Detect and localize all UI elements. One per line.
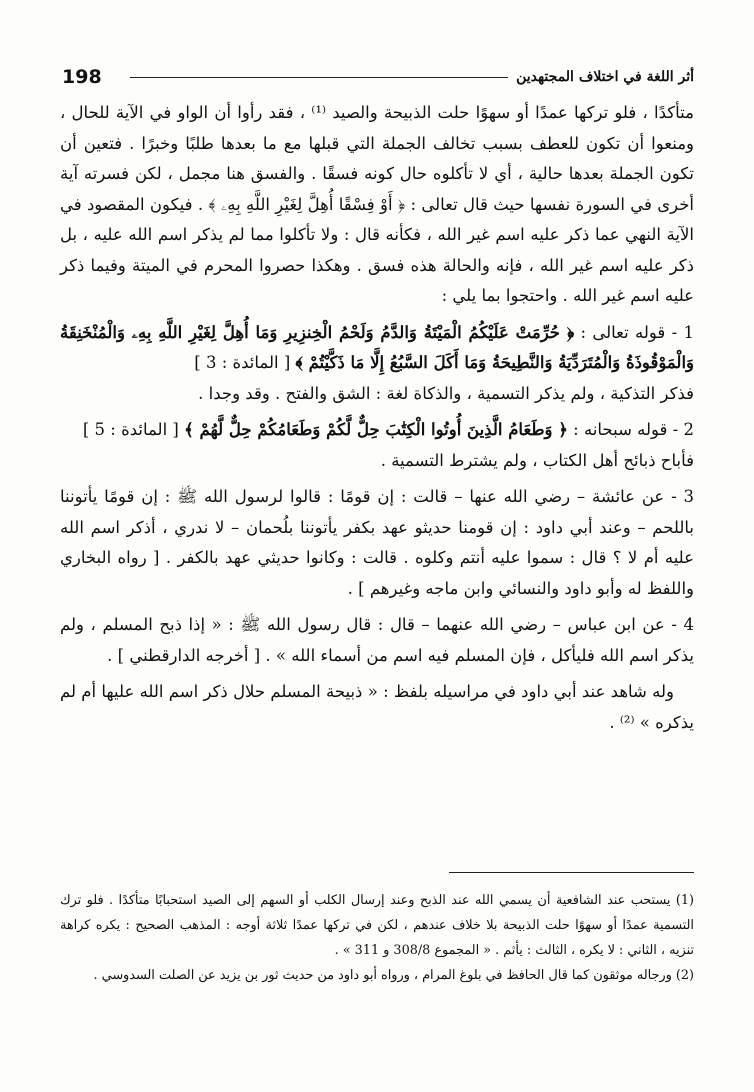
item-2-ref: [ المائدة : 5 ] xyxy=(82,420,185,439)
list-item-3: 3 - عن عائشة – رضي الله عنها – قالت : إن قومًا : قالوا لرسول الله ﷺ : إن قومًا يأتوننا باللحم – وعند أبي داود : إن قومنا حديثو عهد بكفر يأتوننا بلُحمان – لا ندري ، أذكر اسم الله عليه أم لا ؟ قال : سموا عليه أنتم وكلوه . قالت : وكانوا حديثي عهد بالكفر . [ رواه البخاري واللفظ له وأبو داود والنسائي وابن ماجه وغيرهم ] . xyxy=(60,487,694,598)
running-title: أثر اللغة في اختلاف المجتهدين xyxy=(516,69,694,85)
list-item-4: 4 - عن ابن عباس – رضي الله عنهما – قال : قال رسول الله ﷺ : « إذا ذبح المسلم ، ولم يذكر اسم الله فليأكل ، فإن المسلم فيه اسم من أسماء الله » . [ أخرجه الدارقطني ] . xyxy=(60,615,694,665)
footnote-1: (1) يستحب عند الشافعية أن يسمي الله عند الذبح وعند إرسال الكلب أو السهم إلى الصيد استحبابًا متأكدًا . فلو ترك التسمية عمدًا أو سهوًا حلت الذبيحة بلا خلاف عندهم ، لكن في تركها عمدًا ثلاثة أوجه : المذهب الصحيح : يكره كراهة تنزيه ، الثاني : لا يكره ، الثالث : يأثم . « المجموع 308/8 و 311 » . xyxy=(60,893,694,958)
paragraph-intro: متأكدًا ، فلو تركها عمدًا أو سهوًا حلت الذبيحة والصيد ⁽¹⁾ ، فقد رأوا أن الواو في الآية للحال ، ومنعوا أن تكون للعطف بسبب تخالف الجملة التي قبلها مع ما بعدها طلبًا وخبرًا . فتعين أن تكون الجملة بعدها حالية ، أي لا تأكلوه حال كونه فسقًا . والفسق هنا مجمل ، لكن فسرته آية أخرى في السورة نفسها حيث قال تعالى : ﴿ أَوْ فِسْقًا أُهِلَّ لِغَيْرِ اللَّهِ بِهِۦ ﴾ . فيكون المقصود في الآية النهي عما ذكر عليه اسم غير الله ، فكأنه قال : ولا تأكلوا مما لم يذكر اسم الله عليه ، بل ذكر عليه اسم غير الله ، فإنه والحالة هذه فسق . وهكذا حصروا المحرم في الميتة وفيما ذكر عليه اسم غير الله . واحتجوا بما يلي : xyxy=(60,103,694,305)
list-item-1 xyxy=(60,318,694,410)
item-1-intro: 1 - قوله تعالى : xyxy=(574,322,694,342)
item-1-ref: [ المائدة : 3 ] xyxy=(194,353,296,372)
paragraph-witness: وله شاهد عند أبي داود في مراسيله بلفظ : « ذبيحة المسلم حلال ذكر اسم الله عليها أم لم يذكره » ⁽²⁾ . xyxy=(60,682,694,732)
item-2-after: فأباح ذبائح أهل الكتاب ، ولم يشترط التسمية . xyxy=(380,450,694,470)
item-1-after: فذكر التذكية ، ولم يذكر التسمية ، والذكاة لغة : الشق والفتح . وقد وجدا . xyxy=(198,383,694,403)
list-item-2 xyxy=(60,415,694,476)
page-number: 198 xyxy=(62,66,102,88)
main-text xyxy=(60,98,694,738)
footnotes xyxy=(60,888,694,988)
page-header xyxy=(62,62,694,92)
footnote-2: (2) ورجاله موثقون كما قال الحافظ في بلوغ المرام ، ورواه أبو داود من حديث ثور بن يزيد عن الصلت السدوسي . xyxy=(93,968,694,983)
item-2-verse: ﴿ وَطَعَامُ الَّذِينَ أُوتُوا الْكِتَٰبَ حِلٌّ لَّكُمْ وَطَعَامُكُمْ حِلٌّ لَّهُمْ ﴾ xyxy=(184,420,568,439)
item-2-intro: 2 - قوله سبحانه : xyxy=(567,420,694,439)
footnote-rule xyxy=(449,872,694,873)
item-1-verse: ﴿ حُرِّمَتْ عَلَيْكُمُ الْمَيْتَةُ وَالدَّمُ وَلَحْمُ الْخِنزِيرِ وَمَا أُهِلَّ لِغَيْرِ اللَّهِ بِهِۦ وَالْمُنْخَنِقَةُ وَالْمَوْقُوذَةُ وَالْمُتَرَدِّيَةُ وَالنَّطِيحَةُ وَمَا أَكَلَ السَّبُعُ إِلَّا مَا ذَكَّيْتُمْ ﴾ xyxy=(60,322,694,372)
header-rule xyxy=(130,77,508,78)
